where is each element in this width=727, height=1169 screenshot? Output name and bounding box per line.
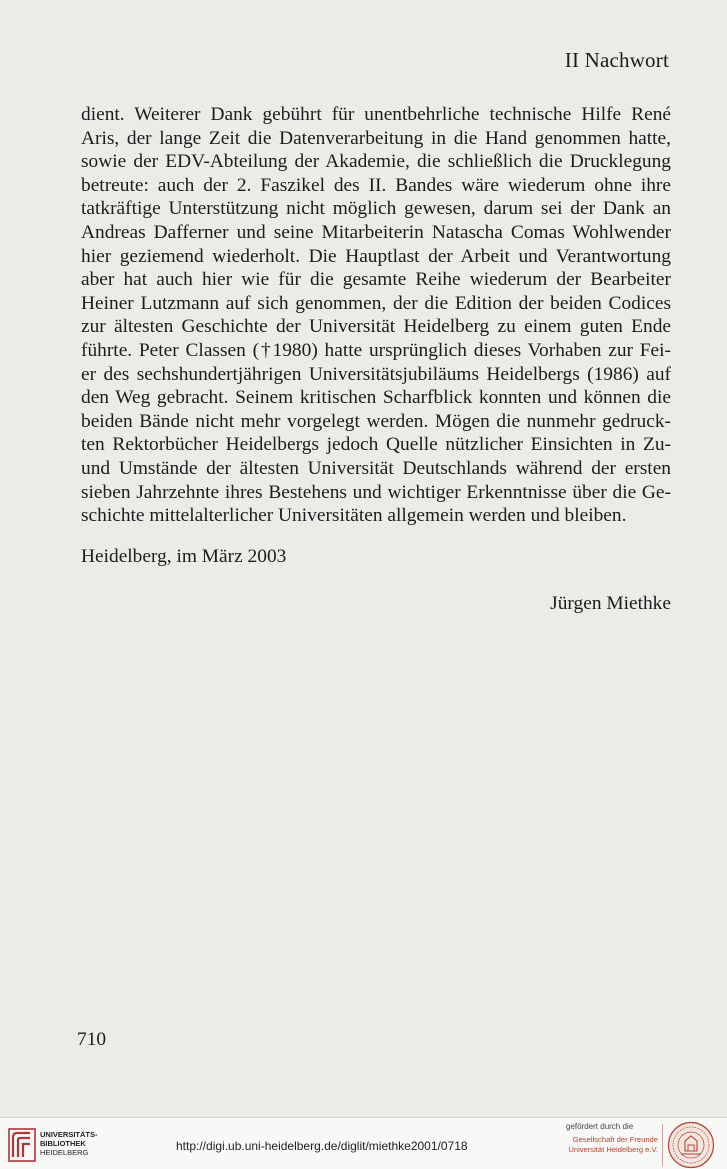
library-name <box>40 1130 98 1157</box>
body-line: hier geziemend wiederholt. Die Hauptlast der Arbeit und Verantwortung <box>81 245 671 267</box>
sponsor-name-line: Gesellschaft der Freunde <box>572 1135 658 1144</box>
running-head: II Nachwort <box>564 48 669 72</box>
library-name-line: UNIVERSITÄTS- <box>40 1130 98 1139</box>
body-line: er des sechshundertjährigen Universitätsjubiläums Heidelbergs (1986) auf <box>81 363 671 385</box>
page-number: 710 <box>77 1029 107 1050</box>
sponsor-label: gefördert durch die <box>566 1122 634 1131</box>
body-line: ten Rektorbücher Heidelbergs jedoch Quelle nützlicher Einsichten in Zu- <box>81 434 671 456</box>
body-line: zur ältesten Geschichte der Universität Heidelberg zu einem guten Ende <box>81 316 671 338</box>
body-paragraph <box>81 103 671 528</box>
library-name-line: BIBLIOTHEK <box>40 1139 86 1148</box>
university-seal-icon <box>667 1121 715 1169</box>
ub-logo-icon[interactable] <box>8 1128 36 1162</box>
library-name-line: HEIDELBERG <box>40 1148 89 1157</box>
body-line: betreute: auch der 2. Faszikel des II. Bandes wäre wiederum ohne ihre <box>81 174 671 196</box>
viewer-footer <box>0 1117 727 1169</box>
body-line: den Weg gebracht. Seinem kritischen Scharfblick konnten und können die <box>81 387 671 409</box>
body-line: führte. Peter Classen (†1980) hatte ursprünglich dieses Vorhaben zur Fei- <box>81 339 671 361</box>
permalink-url[interactable]: http://digi.ub.uni-heidelberg.de/diglit/miethke2001/0718 <box>176 1139 468 1153</box>
sponsor-name[interactable] <box>560 1135 658 1154</box>
body-line: Heiner Lutzmann auf sich genommen, der die Edition der beiden Codices <box>81 292 671 314</box>
body-line: und Umstände der ältesten Universität Deutschlands während der ersten <box>81 457 671 479</box>
body-line: beiden Bände nicht mehr vorgelegt werden. Mögen die nunmehr gedruck- <box>81 410 671 432</box>
footer-divider <box>662 1124 663 1166</box>
body-line: sieben Jahrzehnte ihres Bestehens und wichtiger Erkenntnisse über die Ge- <box>81 481 671 503</box>
body-line: Aris, der lange Zeit die Datenverarbeitung in die Hand genommen hatte, <box>81 127 671 149</box>
body-line: aber hat auch hier wie für die gesamte Reihe wiederum der Bearbeiter <box>81 269 671 291</box>
body-line: tatkräftige Unterstützung nicht möglich gewesen, darum sei der Dank an <box>81 198 671 220</box>
sponsor-name-line: Universität Heidelberg e.V. <box>568 1144 658 1154</box>
signature-name: Jürgen Miethke <box>550 593 671 614</box>
body-line: dient. Weiterer Dank gebührt für unentbehrliche technische Hilfe René <box>81 104 671 125</box>
place-date: Heidelberg, im März 2003 <box>81 546 287 567</box>
body-line: Andreas Dafferner und seine Mitarbeiterin Natascha Comas Wohlwender <box>81 221 671 243</box>
body-line: sowie der EDV-Abteilung der Akademie, die schließlich die Drucklegung <box>81 151 671 173</box>
body-line: schichte mittelalterlicher Universitäten allgemein werden und bleiben. <box>81 505 627 527</box>
